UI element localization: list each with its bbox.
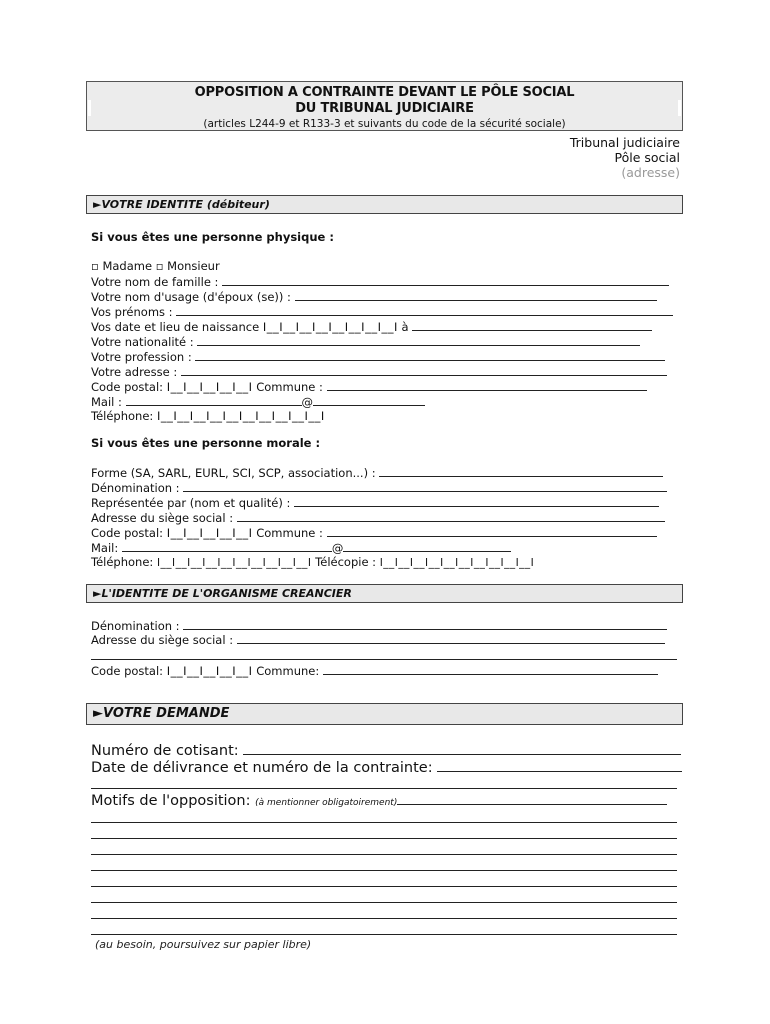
moral-postal-label: Code postal: (91, 526, 164, 540)
moral-postal-field[interactable] (91, 525, 657, 541)
family-name-label: Votre nom de famille : (91, 275, 219, 289)
mail-domain-blank[interactable] (313, 394, 425, 406)
birth-date-cells[interactable]: I__I__I__I__I__I__I__I__I (262, 320, 398, 334)
reasons-field[interactable] (91, 791, 667, 812)
first-names-blank[interactable] (176, 304, 673, 316)
creditor-commune-label: Commune: (256, 664, 320, 678)
title-box-left-mark (88, 100, 91, 116)
form-title-line2: DU TRIBUNAL JUDICIAIRE (295, 101, 474, 116)
address-label: Votre adresse : (91, 365, 178, 379)
mail-field[interactable] (91, 394, 425, 410)
nationality-blank[interactable] (197, 334, 640, 346)
postal-field[interactable] (91, 379, 647, 395)
moral-commune-label: Commune : (256, 526, 323, 540)
moral-mail-user-blank[interactable] (122, 540, 332, 552)
form-articles: (articles L244-9 et R133-3 et suivants du code de la sécurité sociale) (203, 118, 566, 130)
contributor-number-label: Numéro de cotisant: (91, 743, 239, 759)
creditor-postal-cells[interactable]: I__I__I__I__I__I (166, 664, 253, 678)
civility-choice[interactable] (91, 259, 220, 274)
profession-label: Votre profession : (91, 350, 192, 364)
creditor-head-office-field[interactable] (91, 632, 665, 648)
usage-name-blank[interactable] (295, 289, 657, 301)
represented-label: Représentée par (nom et qualité) : (91, 496, 291, 510)
recipient-line3: (adresse) (621, 165, 680, 180)
physical-person-heading: Si vous êtes une personne physique : (91, 230, 334, 244)
birth-at-label: à (401, 320, 409, 334)
reasons-line[interactable] (91, 902, 677, 903)
legal-form-blank[interactable] (379, 465, 663, 477)
issue-date-blank[interactable] (437, 758, 682, 772)
form-title-line1: OPPOSITION A CONTRAINTE DEVANT LE PÔLE SOCIAL (194, 85, 575, 100)
recipient-line1: Tribunal judiciaire (569, 135, 680, 150)
footnote: (au besoin, poursuivez sur papier libre) (95, 938, 312, 951)
legal-form-label: Forme (SA, SARL, EURL, SCI, SCP, association...) : (91, 466, 376, 480)
reasons-blank[interactable] (397, 791, 667, 805)
moral-postal-cells[interactable]: I__I__I__I__I__I (166, 526, 253, 540)
head-office-field[interactable] (91, 510, 665, 526)
section-creditor: ►L'IDENTITE DE L'ORGANISME CREANCIER (86, 584, 683, 603)
phone-field[interactable] (91, 409, 325, 424)
creditor-address-extra-line[interactable] (91, 659, 677, 660)
usage-name-field[interactable] (91, 289, 657, 305)
denomination-label: Dénomination : (91, 481, 180, 495)
recipient-block (570, 135, 680, 180)
denomination-blank[interactable] (183, 480, 667, 492)
moral-phone-label: Téléphone: (91, 555, 154, 569)
moral-commune-blank[interactable] (327, 525, 657, 537)
reasons-line[interactable] (91, 934, 677, 935)
recipient-line2: Pôle social (614, 150, 680, 165)
section-identity: ►VOTRE IDENTITE (débiteur) (86, 195, 683, 214)
first-names-field[interactable] (91, 304, 673, 320)
phone-cells[interactable]: I__I__I__I__I__I__I__I__I__I__I (156, 409, 325, 423)
first-names-label: Vos prénoms : (91, 305, 173, 319)
reasons-line[interactable] (91, 822, 677, 823)
moral-mail-field[interactable] (91, 540, 511, 556)
birth-place-blank[interactable] (412, 319, 652, 331)
nationality-field[interactable] (91, 334, 640, 350)
moral-person-heading: Si vous êtes une personne morale : (91, 436, 321, 450)
head-office-label: Adresse du siège social : (91, 511, 234, 525)
address-blank[interactable] (181, 364, 667, 376)
creditor-denomination-blank[interactable] (183, 618, 667, 630)
mail-user-blank[interactable] (126, 394, 302, 406)
mail-at-sign: @ (301, 395, 314, 409)
issue-date-extra-line[interactable] (91, 788, 677, 789)
postal-label: Code postal: (91, 380, 164, 394)
creditor-postal-label: Code postal: (91, 664, 164, 678)
family-name-field[interactable] (91, 274, 669, 290)
moral-phone-field[interactable] (91, 555, 534, 571)
mail-label: Mail : (91, 395, 122, 409)
reasons-line[interactable] (91, 854, 677, 855)
contributor-number-blank[interactable] (243, 741, 681, 755)
creditor-head-office-blank[interactable] (237, 632, 665, 644)
birth-field[interactable] (91, 319, 652, 335)
moral-phone-cells[interactable]: I__I__I__I__I__I__I__I__I__I__I (156, 557, 312, 569)
profession-field[interactable] (91, 349, 665, 365)
postal-cells[interactable]: I__I__I__I__I__I (166, 380, 253, 394)
represented-blank[interactable] (294, 495, 659, 507)
issue-date-label: Date de délivrance et numéro de la contrainte: (91, 760, 433, 776)
reasons-note: (à mentionner obligatoirement) (255, 798, 398, 808)
creditor-postal-field[interactable] (91, 663, 658, 679)
title-box-right-mark (678, 100, 681, 116)
moral-mail-at-sign: @ (331, 541, 344, 555)
birth-label: Vos date et lieu de naissance (91, 320, 260, 334)
usage-name-label: Votre nom d'usage (d'époux (se)) : (91, 290, 291, 304)
denomination-field[interactable] (91, 480, 667, 496)
reasons-line[interactable] (91, 870, 677, 871)
creditor-commune-blank[interactable] (323, 663, 658, 675)
reasons-line[interactable] (91, 838, 677, 839)
legal-form-field[interactable] (91, 465, 663, 481)
nationality-label: Votre nationalité : (91, 335, 194, 349)
issue-date-field[interactable] (91, 758, 682, 777)
fax-cells[interactable]: I__I__I__I__I__I__I__I__I__I__I (379, 557, 535, 569)
reasons-line[interactable] (91, 918, 677, 919)
represented-field[interactable] (91, 495, 659, 511)
moral-mail-label: Mail: (91, 541, 119, 555)
head-office-blank[interactable] (237, 510, 665, 522)
creditor-denomination-label: Dénomination : (91, 619, 180, 633)
civility-label: ▫ Madame ▫ Monsieur (91, 259, 220, 273)
commune-blank[interactable] (327, 379, 647, 391)
section-request: ►VOTRE DEMANDE (86, 703, 683, 725)
address-field[interactable] (91, 364, 667, 380)
profession-blank[interactable] (195, 349, 665, 361)
phone-label: Téléphone: (91, 409, 154, 423)
creditor-head-office-label: Adresse du siège social : (91, 633, 234, 647)
reasons-line[interactable] (91, 886, 677, 887)
form-title-box (86, 81, 683, 131)
reasons-label: Motifs de l'opposition: (91, 793, 251, 809)
moral-mail-domain-blank[interactable] (343, 540, 511, 552)
commune-label: Commune : (256, 380, 323, 394)
family-name-blank[interactable] (222, 274, 669, 286)
fax-label: Télécopie : (315, 555, 377, 569)
